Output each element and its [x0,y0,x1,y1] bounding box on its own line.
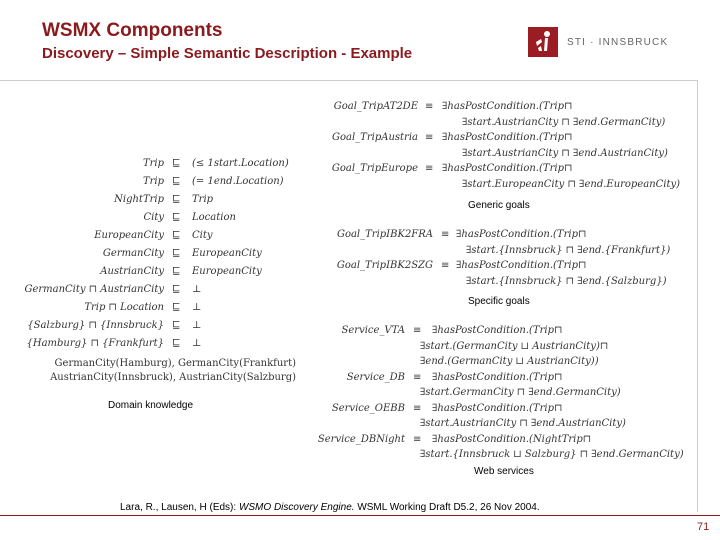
axiom-rhs: ⊥ [192,284,202,295]
web_services-definition: ∃start.GermanCity ⊓ ∃end.GermanCity) [420,387,621,398]
divider [0,80,698,81]
axiom-rhs: ⊥ [192,302,202,313]
specific_goals-definition: ∃start.{Innsbruck} ⊓ ∃end.{Salzburg}) [466,275,667,287]
generic_goals-definition: ∃hasPostCondition.(Trip⊓ [442,163,573,174]
web_services-definition: ∃hasPostCondition.(Trip⊓ [432,325,563,336]
generic_goals-name: Goal_TripEurope [331,163,418,174]
specific_goals-definition: ∃hasPostCondition.(Trip⊓ [456,229,587,240]
web_services-definition: ∃start.(GermanCity ⊔ AustrianCity)⊓ [420,340,609,352]
axiom-operator: ⊑ [172,194,181,205]
axiom-rhs: City [192,230,213,241]
web_services-operator: ≡ [413,402,422,414]
axiom-lhs: {Salzburg} ⊓ {Innsbruck} [27,320,164,331]
axiom-lhs: AustrianCity [100,266,164,277]
domain-fact: AustrianCity(Innsbruck), AustrianCity(Salzburg) [50,372,296,383]
web_services-name: Service_DBNight [317,433,405,445]
specific_goals-name: Goal_TripIBK2SZG [336,260,433,271]
domain-fact: GermanCity(Hamburg), GermanCity(Frankfurt) [54,358,296,369]
axiom-lhs: GermanCity ⊓ AustrianCity [24,284,164,295]
axiom-rhs: EuropeanCity [192,266,262,277]
generic_goals-definition: ∃start.AustrianCity ⊓ ∃end.AustrianCity) [462,147,668,159]
axiom-operator: ⊑ [172,320,181,331]
specific_goals-definition: ∃start.{Innsbruck} ⊓ ∃end.{Frankfurt}) [466,244,671,256]
axiom-lhs: Trip ⊓ Location [84,302,164,313]
axiom-operator: ⊑ [172,158,181,169]
generic_goals-definition: ∃hasPostCondition.(Trip⊓ [442,101,573,112]
web_services-definition: ∃hasPostCondition.(NightTrip⊓ [432,433,592,445]
web-services-label: Web services [474,466,534,477]
axiom-operator: ⊑ [172,338,181,349]
axiom-operator: ⊑ [172,266,181,277]
web_services-definition: ∃hasPostCondition.(Trip⊓ [432,371,563,383]
specific_goals-operator: ≡ [441,229,450,240]
axiom-rhs: (= 1end.Location) [192,176,284,187]
generic_goals-definition: ∃start.EuropeanCity ⊓ ∃end.EuropeanCity) [462,178,681,190]
citation-prefix: Lara, R., Lausen, H (Eds): [120,502,239,513]
logo-text: STI · INNSBRUCK [567,36,669,48]
citation-title: WSMO Discovery Engine. [238,502,355,513]
specific_goals-definition: ∃hasPostCondition.(Trip⊓ [456,260,587,271]
axiom-lhs: Trip [142,176,164,187]
web_services-definition: ∃end.(GermanCity ⊔ AustrianCity)) [420,356,599,367]
page-number: 71 [697,521,710,533]
web_services-name: Service_DB [346,371,405,383]
axiom-operator: ⊑ [172,248,181,259]
specific_goals-name: Goal_TripIBK2FRA [336,229,433,240]
web_services-definition: ∃start.AustrianCity ⊓ ∃end.AustrianCity) [420,418,626,429]
axiom-rhs: ⊥ [192,338,202,349]
specific-goals-label: Specific goals [468,296,530,307]
axiom-lhs: EuropeanCity [94,230,164,241]
axiom-lhs: {Hamburg} ⊓ {Frankfurt} [26,338,164,349]
domain-knowledge-label: Domain knowledge [108,400,194,411]
sti-logo [528,27,668,57]
generic_goals-operator: ≡ [425,101,434,112]
axiom-lhs: NightTrip [114,194,164,205]
axiom-lhs: Trip [142,158,164,169]
generic_goals-operator: ≡ [425,163,434,174]
divider [697,80,698,512]
axiom-rhs: Location [192,212,236,223]
axiom-rhs: EuropeanCity [192,248,262,259]
axiom-rhs: Trip [192,194,214,205]
axiom-operator: ⊑ [172,212,181,223]
web_services-name: Service_OEBB [331,402,405,414]
web_services-operator: ≡ [413,325,422,336]
citation [120,502,540,513]
generic_goals-operator: ≡ [425,132,434,143]
web_services-operator: ≡ [413,371,422,383]
slide-subtitle: Discovery – Simple Semantic Description - Example [42,45,413,62]
generic_goals-name: Goal_TripAT2DE [333,101,418,112]
footer-divider [0,515,720,516]
sti-logo-icon [528,27,558,57]
slide-title: WSMX Components [42,20,223,41]
web_services-definition: ∃hasPostCondition.(Trip⊓ [432,402,563,414]
axiom-rhs: (≤ 1start.Location) [192,158,289,169]
specific_goals-operator: ≡ [441,260,450,271]
axiom-operator: ⊑ [172,176,181,187]
web_services-operator: ≡ [413,433,422,445]
generic_goals-definition: ∃hasPostCondition.(Trip⊓ [442,132,573,143]
axiom-rhs: ⊥ [192,320,202,331]
axiom-lhs: GermanCity [102,248,164,259]
generic_goals-name: Goal_TripAustria [332,132,418,143]
axiom-operator: ⊑ [172,302,181,313]
generic-goals-label: Generic goals [468,200,530,211]
generic_goals-definition: ∃start.AustrianCity ⊓ ∃end.GermanCity) [462,116,666,128]
axiom-lhs: City [143,212,164,223]
web_services-definition: ∃start.{Innsbruck ⊔ Salzburg} ⊓ ∃end.GermanCity) [420,449,684,460]
web_services-name: Service_VTA [341,325,405,336]
axiom-operator: ⊑ [172,284,181,295]
axiom-operator: ⊑ [172,230,181,241]
citation-suffix: WSML Working Draft D5.2, 26 Nov 2004. [354,502,540,513]
